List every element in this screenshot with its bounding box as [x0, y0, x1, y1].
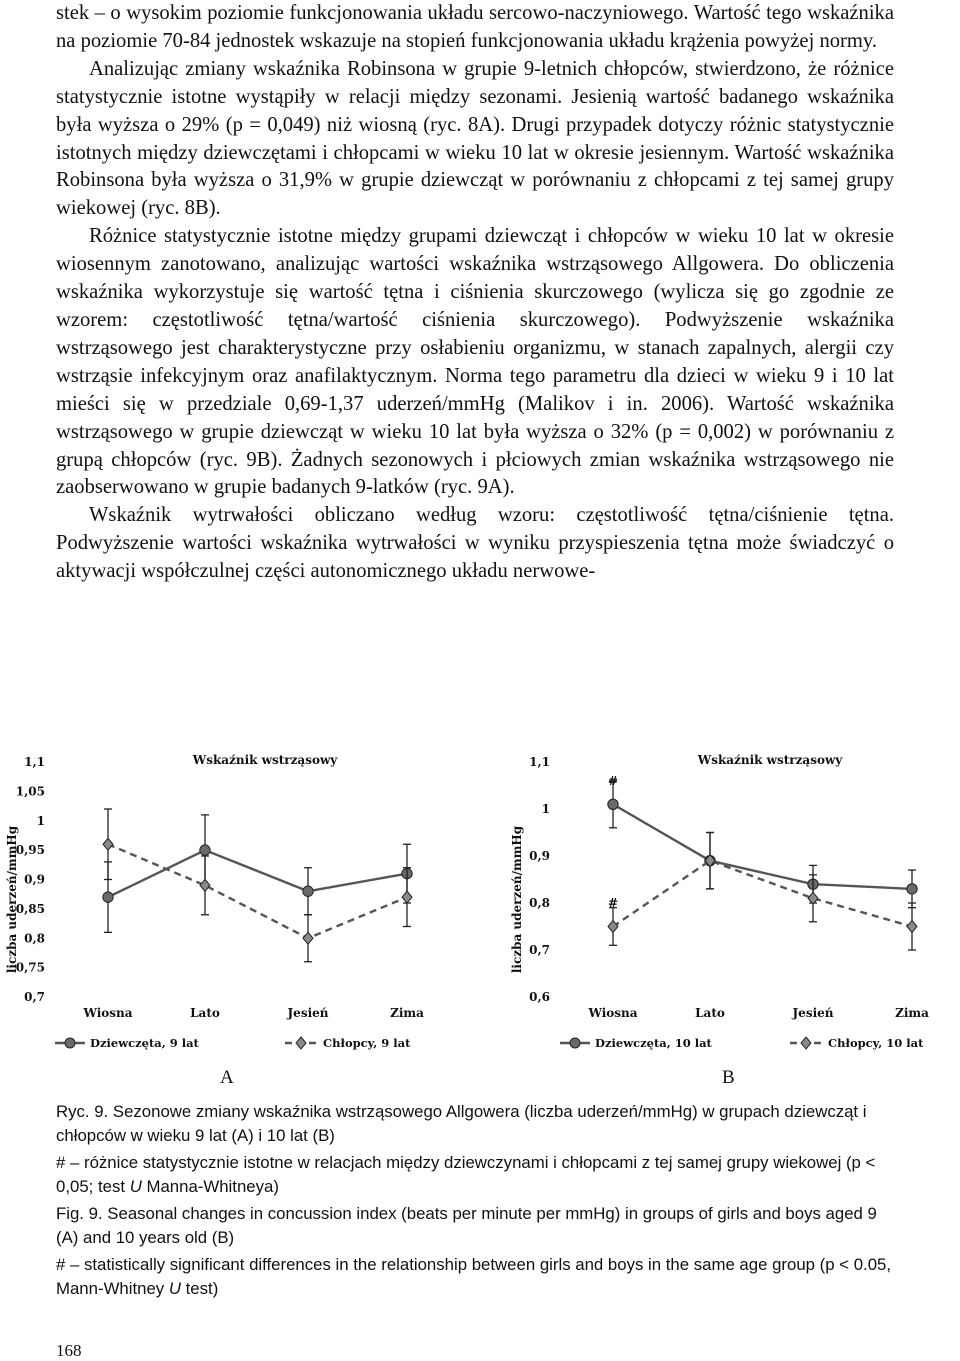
- chart-b-significance-mark: #: [607, 896, 619, 910]
- chart-a-svg: [0, 740, 450, 1060]
- panel-label-b: B: [722, 1067, 735, 1088]
- caption-en-note-a: # – statistically significant differences in the relationship between girls and boys in the same age group (p < 0.05, Mann-Whitney: [56, 1255, 892, 1298]
- chart-a-series-1-line: [108, 850, 407, 897]
- chart-a-ylabel: liczba uderzeń/mmHg: [5, 825, 19, 974]
- chart-a-series-1-point: [103, 892, 113, 902]
- caption-en-note: [56, 1253, 894, 1300]
- panel-label-a: A: [220, 1067, 234, 1088]
- chart-b-ylabel: liczba uderzeń/mmHg: [510, 825, 524, 974]
- chart-b-series-1-point: [608, 799, 618, 809]
- chart-b-series-2-point: [907, 921, 917, 933]
- paragraph-4: Wskaźnik wytrwałości obliczano według wzoru: częstotliwość tętna/ciśnienie tętna. Podwyższenie wartości wskaźnika wytrwałości w wyniku przyspieszenia tętna może świadczyć o aktywacji współczulnej części autonomicznego układu nerwowe-: [56, 504, 894, 583]
- chart-a-series-2-point: [103, 838, 113, 850]
- chart-b: [505, 740, 955, 1060]
- caption-en-note-b: test): [180, 1278, 219, 1298]
- chart-b-xtick: Wiosna: [588, 1006, 638, 1020]
- chart-a-series-2-line: [108, 844, 407, 938]
- paragraph-3: Różnice statystycznie istotne między grupami dziewcząt i chłopców w wieku 10 lat w okresie wiosennym zanotowano, analizując wartości wskaźnika wstrząsowego Allgowera. Do obliczenia wskaźnika wykorzystuje się wartość tętna i ciśnienia skurczowego (wylicza się go zgodnie ze wzorem: częstotliwość tętna/wartość ciśnienia skurczowego). Podwyższenie wskaźnika wstrząsowego jest charakterystyczne przy osłabieniu organizmu, w stanach zapalnych, alergii czy wstrząsie infekcyjnym oraz anafilaktycznym. Norma tego parametru dla dzieci w wieku 9 i 10 lat mieści się w przedziale 0,69-1,37 uderzeń/mmHg (Malikov i in. 2006). Wartość wskaźnika wstrząsowego w grupie dziewcząt w wieku 10 lat była wyższa o 32% (p = 0,002) w porównaniu z grupą chłopców (ryc. 9B). Żadnych sezonowych i płciowych zmian wskaźnika wstrząsowego nie zaobserwowano w grupie badanych 9-latków (ryc. 9A).: [56, 225, 894, 499]
- caption-pl-title: Ryc. 9. Sezonowe zmiany wskaźnika wstrząsowego Allgowera (liczba uderzeń/mmHg) w grupach dziewcząt i chłopców w wieku 9 lat (A) i 10 lat (B): [56, 1102, 867, 1145]
- caption-pl-note-u: U: [129, 1176, 142, 1196]
- chart-b-series-1-point: [907, 884, 917, 894]
- chart-a-xtick: Wiosna: [83, 1006, 133, 1020]
- chart-a-ytick: 1,1: [24, 755, 45, 769]
- chart-a-legend-label-1: Dziewczęta, 9 lat: [90, 1036, 199, 1050]
- caption-pl-note-b: Manna-Whitneya): [141, 1176, 279, 1196]
- body-text: [56, 0, 894, 586]
- chart-b-title: Wskaźnik wstrząsowy: [697, 753, 843, 767]
- page-number: 168: [56, 1341, 82, 1360]
- chart-a-ytick: 0,75: [15, 960, 45, 975]
- chart-b-ytick: 0,9: [529, 849, 550, 863]
- chart-a-title: Wskaźnik wstrząsowy: [192, 753, 338, 767]
- chart-b-ytick: 1: [541, 802, 550, 816]
- caption-en-note-u: U: [168, 1278, 181, 1298]
- chart-a-series-2-point: [200, 879, 210, 891]
- chart-b-svg: [505, 740, 955, 1060]
- chart-b-legend-marker-2: [801, 1037, 811, 1049]
- chart-b-series-2-line: [613, 861, 912, 927]
- caption-pl-note: [56, 1151, 894, 1198]
- chart-b-significance-mark: #: [607, 773, 619, 788]
- chart-a-legend-marker-2: [296, 1037, 306, 1049]
- chart-a-legend-label-2: Chłopcy, 9 lat: [323, 1036, 411, 1050]
- chart-a-xtick: Jesień: [287, 1006, 329, 1020]
- caption-en-title: Fig. 9. Seasonal changes in concussion index (beats per minute per mmHg) in groups of girls and boys aged 9 (A) and 10 years old (B): [56, 1204, 877, 1247]
- chart-a-ytick: 0,8: [24, 931, 45, 946]
- chart-b-ytick: 0,7: [529, 943, 550, 957]
- chart-b-legend-label-1: Dziewczęta, 10 lat: [595, 1036, 712, 1050]
- chart-b-series-1-line: [613, 804, 912, 889]
- chart-a-ytick: 0,9: [24, 872, 45, 887]
- chart-b-ytick: 0,6: [529, 990, 550, 1004]
- chart-b-xtick: Jesień: [792, 1006, 834, 1020]
- chart-a-series-1-point: [303, 886, 313, 896]
- chart-b-xtick: Lato: [695, 1006, 725, 1020]
- chart-a-series-2-point: [303, 932, 313, 944]
- chart-a-xtick: Lato: [190, 1006, 220, 1020]
- chart-b-ytick: 1,1: [529, 755, 550, 769]
- chart-a-ytick: 0,95: [15, 843, 45, 858]
- chart-a: [0, 740, 450, 1060]
- chart-b-xtick: Zima: [895, 1006, 929, 1020]
- figure-caption: [56, 1100, 894, 1304]
- paragraph-2: Analizując zmiany wskaźnika Robinsona w grupie 9-letnich chłopców, stwierdzono, że różnice statystycznie istotne wystąpiły w relacji między sezonami. Jesienią wartość badanego wskaźnika była wyższa o 29% (p = 0,049) niż wiosną (ryc. 8A). Drugi przypadek dotyczy różnic statystycznie istotnych między dziewczętami i chłopcami w wieku 10 lat w okresie jesiennym. Wartość wskaźnika Robinsona była wyższa o 31,9% w grupie dziewcząt w porównaniu z chłopcami z tej samej grupy wiekowej (ryc. 8B).: [56, 57, 894, 220]
- chart-a-ytick: 0,7: [24, 990, 45, 1004]
- chart-a-ytick: 0,85: [15, 901, 45, 916]
- chart-a-xtick: Zima: [390, 1006, 424, 1020]
- chart-b-legend-label-2: Chłopcy, 10 lat: [828, 1036, 924, 1050]
- chart-a-legend-marker-1: [65, 1038, 75, 1048]
- caption-pl-note-a: # – różnice statystycznie istotne w relacjach między dziewczynami i chłopcami z tej samej grupy wiekowej (p < 0,05; test: [56, 1153, 876, 1196]
- chart-b-ytick: 0,8: [529, 896, 550, 910]
- paragraph-1: stek – o wysokim poziomie funkcjonowania układu sercowo-naczyniowego. Wartość tego wskaźnika na poziomie 70-84 jednostek wskazuje na stopień funkcjonowania układu krążenia powyżej normy.: [56, 2, 894, 52]
- chart-a-ytick: 1: [36, 813, 45, 828]
- chart-b-legend-marker-1: [570, 1038, 580, 1048]
- chart-a-series-1-point: [200, 845, 210, 855]
- chart-b-series-2-point: [608, 921, 618, 933]
- chart-a-ytick: 1,05: [15, 784, 45, 799]
- chart-a-series-2-point: [402, 891, 412, 903]
